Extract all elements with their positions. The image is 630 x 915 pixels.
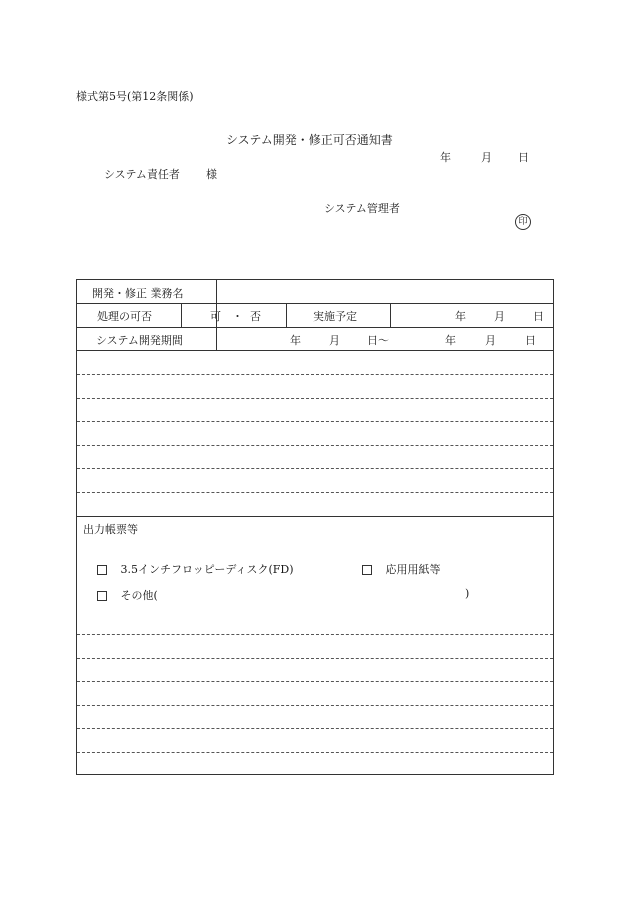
writing-line xyxy=(77,705,553,706)
writing-line xyxy=(77,681,553,682)
date-month: 月 xyxy=(481,151,492,164)
dev-period-label: システム開発期間 xyxy=(96,334,183,347)
form-number: 様式第5号(第12条関係) xyxy=(76,90,194,103)
writing-line xyxy=(77,421,553,422)
recipient: システム責任者 xyxy=(104,168,180,181)
schedule-month: 月 xyxy=(494,310,505,323)
sender: システム管理者 xyxy=(324,202,400,215)
option-other-label: その他( xyxy=(120,589,158,602)
approval-label: 処理の可否 xyxy=(97,310,152,323)
checkbox-paper[interactable] xyxy=(362,565,372,575)
other-close-paren: ) xyxy=(465,587,470,600)
document-title: システム開発・修正可否通知書 xyxy=(226,133,393,147)
schedule-year: 年 xyxy=(455,310,466,323)
option-paper-label: 応用用紙等 xyxy=(385,563,441,576)
seal-icon: 印 xyxy=(515,214,531,230)
option-paper[interactable] xyxy=(362,561,441,577)
writing-line xyxy=(77,468,553,469)
writing-line xyxy=(77,445,553,446)
schedule-day: 日 xyxy=(533,310,544,323)
writing-line xyxy=(77,374,553,375)
column-divider xyxy=(286,303,287,327)
row-divider xyxy=(77,350,553,351)
schedule-label: 実施予定 xyxy=(313,310,357,323)
column-divider xyxy=(181,303,182,327)
period-end-day: 日 xyxy=(525,334,536,347)
business-name-label: 開発・修正 業務名 xyxy=(92,287,184,300)
period-start-month: 月 xyxy=(329,334,340,347)
writing-line xyxy=(77,398,553,399)
row-divider xyxy=(77,327,553,328)
honorific: 様 xyxy=(206,168,217,181)
period-start-day: 日～ xyxy=(367,334,389,347)
option-fd[interactable] xyxy=(97,561,294,577)
writing-line xyxy=(77,728,553,729)
approval-separator: ・ xyxy=(232,310,243,323)
date-year: 年 xyxy=(440,151,451,164)
checkbox-other[interactable] xyxy=(97,591,107,601)
option-other[interactable] xyxy=(97,587,158,603)
writing-line xyxy=(77,752,553,753)
row-divider xyxy=(77,303,553,304)
period-start-year: 年 xyxy=(290,334,301,347)
column-divider xyxy=(390,303,391,327)
period-end-year: 年 xyxy=(445,334,456,347)
writing-line xyxy=(77,658,553,659)
approval-no[interactable]: 否 xyxy=(250,310,261,323)
approval-yes[interactable]: 可 xyxy=(210,310,221,323)
option-fd-label: 3.5インチフロッピーディスク(FD) xyxy=(120,563,294,576)
checkbox-fd[interactable] xyxy=(97,565,107,575)
notification-form xyxy=(76,279,554,775)
period-end-month: 月 xyxy=(485,334,496,347)
date-day: 日 xyxy=(518,151,529,164)
section-divider xyxy=(77,516,553,517)
writing-line xyxy=(77,634,553,635)
output-heading: 出力帳票等 xyxy=(83,523,138,536)
writing-line xyxy=(77,492,553,493)
